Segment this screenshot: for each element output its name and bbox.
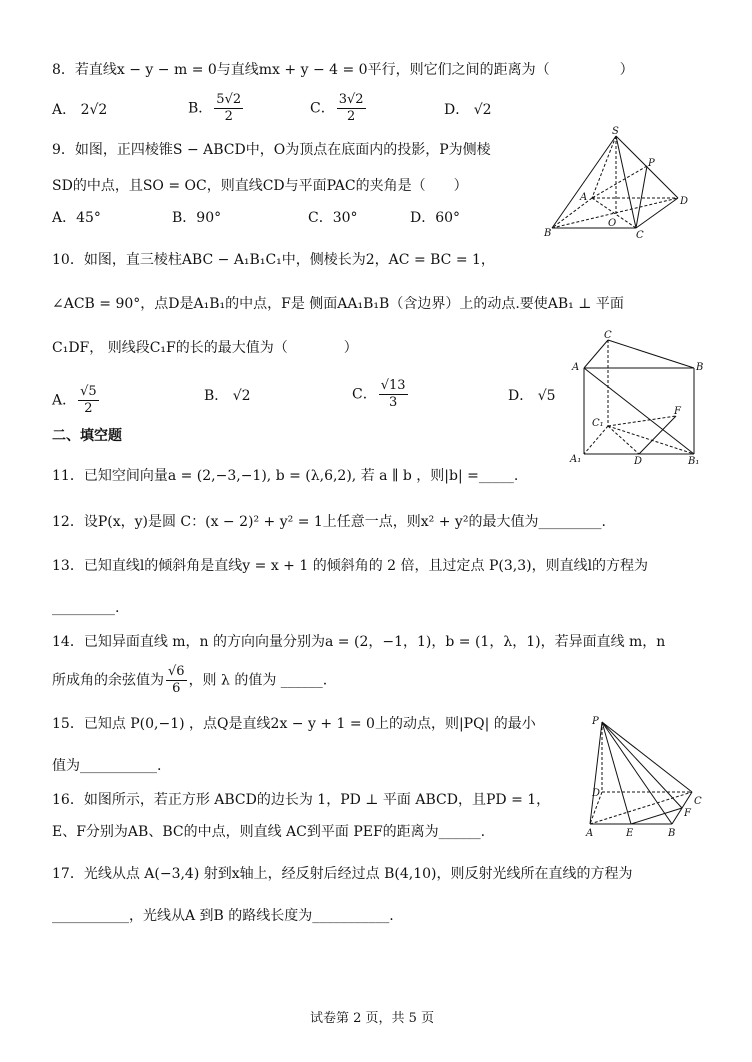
q9-line1: 9．如图，正四棱锥S − ABCD中，O为顶点在底面内的投影，P为侧棱 (52, 142, 491, 158)
q9-option-b: B．90° (172, 210, 222, 226)
pyramid-figure-q9 (540, 126, 700, 241)
label-B1: B₁ (688, 456, 700, 467)
q10-line3: C₁DF， 则线段C₁F的长的最大值为（ ） (52, 340, 358, 356)
q13-line1: 13．已知直线l的倾斜角是直线y = x + 1 的倾斜角的 2 倍，且过定点 P(3,3)，则直线l的方程为 (52, 558, 649, 574)
label-B: B (696, 362, 704, 373)
q14-fraction: $\frac{√6}{6}$ (168, 664, 185, 696)
q10-option-b: B． √2 (204, 388, 251, 404)
section-heading-fill-in: 二、填空题 (52, 428, 122, 444)
q12-line: 12．设P(x，y)是圆 C：(x − 2)² + y² = 1上任意一点，则x² + y²的最大值为_________. (52, 514, 606, 530)
q9-option-d: D．60° (410, 210, 461, 226)
label-P: P (648, 158, 655, 169)
q13-line2: _________. (52, 600, 120, 616)
label-S: S (612, 126, 619, 137)
q14-line2: 所成角的余弦值为 $\frac{√6}{6}$ ，则 λ 的值为 ______. (52, 664, 328, 696)
label-F: F (674, 406, 681, 417)
q17-line2: ___________，光线从A 到B 的路线长度为___________. (52, 908, 394, 924)
q15-line1: 15．已知点 P(0,−1) ，点Q是直线2x − y + 1 = 0上的动点，则|PQ| 的最小 (52, 716, 536, 732)
label-C: C (694, 796, 702, 807)
label-O: O (608, 218, 617, 229)
q15-line2: 值为___________. (52, 758, 162, 774)
q11-line: 11．已知空间向量a = (2,−3,−1), b = (λ,6,2), 若 a ∥ b ，则|b| =_____. (52, 468, 519, 484)
q8-option-d: D． √2 (444, 102, 492, 118)
label-B: B (544, 228, 552, 239)
q10-option-d: D． √5 (508, 388, 556, 404)
label-C: C (636, 230, 644, 241)
label-A: A (572, 362, 580, 373)
label-D: D (680, 196, 689, 207)
q14-line1: 14．已知异面直线 m，n 的方向向量分别为a = (2，−1，1)，b = (1，λ，1)，若异面直线 m，n (52, 634, 666, 650)
q16-line2: E、F分别为AB、BC的中点，则直线 AC到平面 PEF的距离为______. (52, 824, 486, 840)
label-B: B (668, 828, 676, 839)
q8-stem: 8．若直线x − y − m = 0与直线mx + y − 4 = 0平行，则它们之间的距离为（ ） (52, 62, 634, 78)
label-F: F (684, 808, 691, 819)
label-C: C (604, 330, 612, 341)
q16-line1: 16．如图所示，若正方形 ABCD的边长为 1，PD ⊥ 平面 ABCD，且PD = 1， (52, 792, 551, 808)
q9-option-a: A．45° (52, 210, 101, 226)
label-E: E (626, 828, 634, 839)
q10-line2: ∠ACB = 90°，点D是A₁B₁的中点，F是 侧面AA₁B₁B（含边界）上的动点.要使AB₁ ⊥ 平面 (52, 296, 624, 312)
label-D: D (592, 788, 601, 799)
label-A: A (586, 828, 594, 839)
q9-line2: SD的中点，且SO = OC，则直线CD与平面PAC的夹角是（ ） (52, 178, 468, 194)
q8-option-a: A． 2√2 (52, 102, 108, 118)
pyramid-figure-q16 (580, 716, 710, 840)
label-A1: A₁ (570, 454, 582, 465)
q8-option-c: C． $\frac{3√2}{2}$ (310, 92, 364, 124)
label-P: P (592, 716, 599, 727)
q10-line1: 10．如图，直三棱柱ABC − A₁B₁C₁中，侧棱长为2，AC = BC = 1， (52, 252, 495, 268)
q9-option-c: C．30° (308, 210, 358, 226)
label-A: A (580, 192, 588, 203)
q10-option-a: A． $\frac{√5}{2}$ (52, 384, 97, 416)
q8-option-b: B． $\frac{5√2}{2}$ (188, 92, 242, 124)
q17-line1: 17．光线从点 A(−3,4) 射到x轴上，经反射后经过点 B(4,10)，则反射光线所在直线的方程为 (52, 866, 633, 882)
q10-option-c: C． $\frac{√13}{3}$ (352, 378, 406, 410)
label-D: D (634, 456, 643, 467)
page-footer: 试卷第 2 页，共 5 页 (310, 1011, 435, 1026)
label-C1: C₁ (592, 418, 604, 429)
prism-figure-q10 (568, 330, 708, 466)
